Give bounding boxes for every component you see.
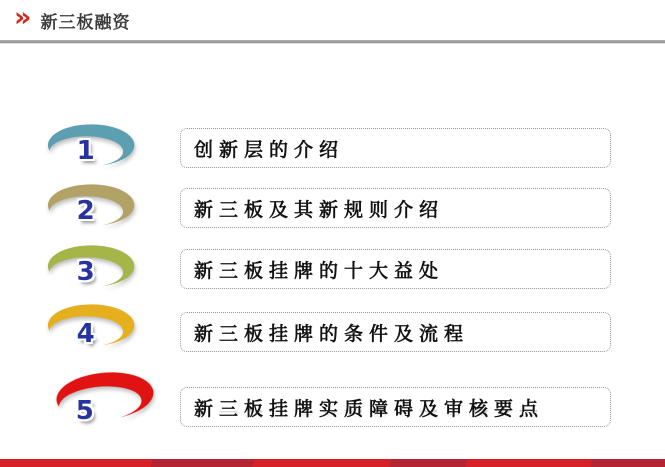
item-number: 3 xyxy=(76,257,95,288)
swoosh-icon xyxy=(50,363,163,430)
item-number: 4 xyxy=(76,319,95,350)
agenda-label: 新三板挂牌实质障碍及审核要点 xyxy=(194,397,545,420)
footer-accent-bar xyxy=(0,459,665,467)
agenda-textbox-2 xyxy=(180,188,611,228)
agenda-label: 新三板及其新规则介绍 xyxy=(194,198,445,221)
double-chevron-icon: » xyxy=(14,2,32,33)
item-number: 5 xyxy=(75,396,94,427)
agenda-label: 创新层的介绍 xyxy=(194,138,345,161)
page-title: 新三板融资 xyxy=(40,12,131,33)
item-number: 1 xyxy=(76,136,95,167)
agenda-textbox-5 xyxy=(180,387,611,427)
swoosh-shape-4 xyxy=(44,302,140,350)
agenda-textbox-3 xyxy=(180,249,611,289)
swoosh-shape-2 xyxy=(44,182,140,230)
slide-header xyxy=(0,0,665,40)
agenda-row-5 xyxy=(0,368,665,430)
swoosh-shape-5 xyxy=(52,368,160,426)
agenda-row-4 xyxy=(0,302,665,364)
agenda-row-3 xyxy=(0,243,665,305)
agenda-label: 新三板挂牌的条件及流程 xyxy=(194,322,470,345)
agenda-textbox-1 xyxy=(180,128,611,168)
agenda-textbox-4 xyxy=(180,312,611,352)
header-divider xyxy=(0,40,665,44)
item-number: 2 xyxy=(76,196,95,227)
agenda-label: 新三板挂牌的十大益处 xyxy=(194,259,445,282)
swoosh-shape-1 xyxy=(44,122,140,170)
agenda-row-1 xyxy=(0,122,665,184)
agenda-row-2 xyxy=(0,182,665,244)
swoosh-shape-3 xyxy=(44,243,140,291)
